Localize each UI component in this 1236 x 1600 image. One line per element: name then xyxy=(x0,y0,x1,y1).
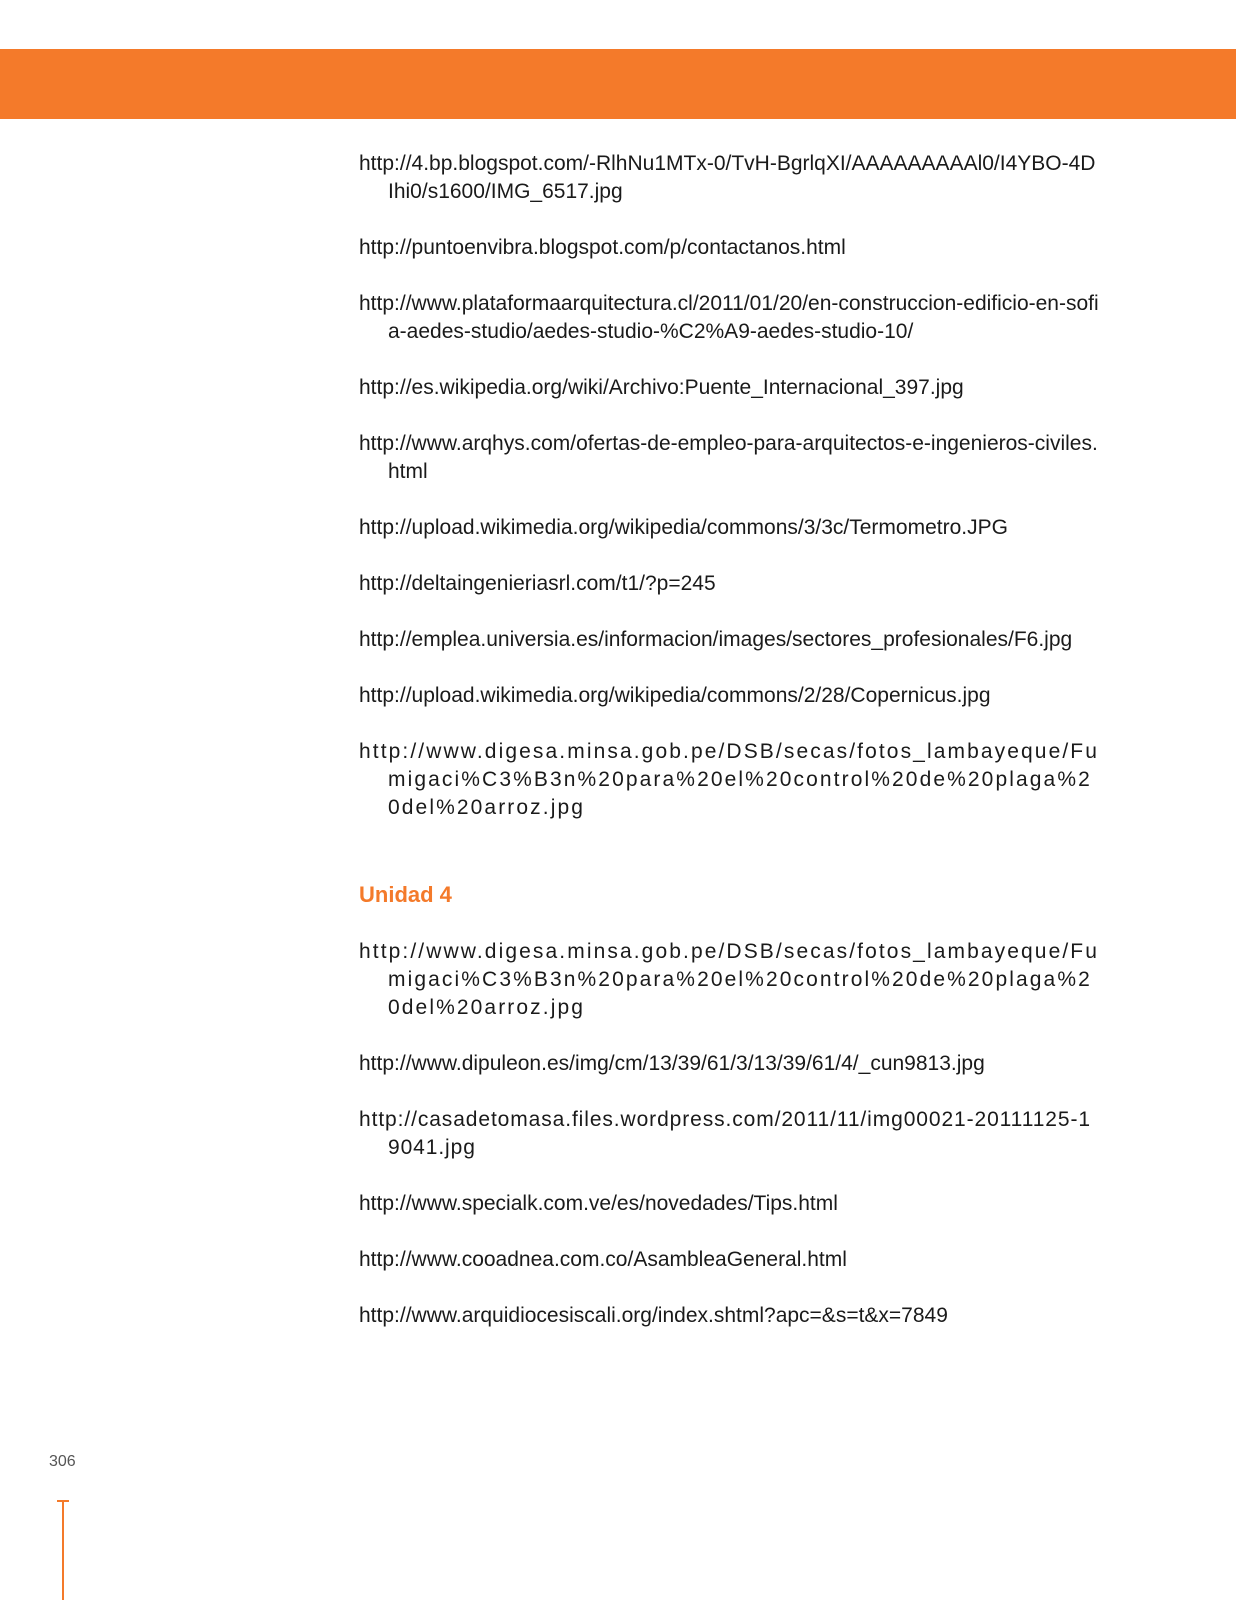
reference-link[interactable]: http://www.specialk.com.ve/es/novedades/Tips.html xyxy=(359,1192,838,1215)
page-number: 306 xyxy=(49,1453,76,1470)
reference-link[interactable]: http://www.arquidiocesiscali.org/index.shtml?apc=&s=t&x=7849 xyxy=(359,1304,948,1327)
reference-link[interactable]: http://upload.wikimedia.org/wikipedia/commons/3/3c/Termometro.JPG xyxy=(359,516,1008,539)
reference-link[interactable]: http://www.dipuleon.es/img/cm/13/39/61/3/13/39/61/4/_cun9813.jpg xyxy=(359,1052,985,1075)
reference-link[interactable]: http://deltaingenieriasrl.com/t1/?p=245 xyxy=(359,572,716,595)
margin-rule xyxy=(62,1500,64,1600)
reference-link[interactable]: http://puntoenvibra.blogspot.com/p/contactanos.html xyxy=(359,236,846,259)
reference-link[interactable]: http://www.digesa.minsa.gob.pe/DSB/secas/fotos_lambayeque/Fumigaci%C3%B3n%20para%20el%20control%20de%20plaga%20del%20arroz.jpg xyxy=(359,940,1100,1019)
references-content xyxy=(359,150,1099,1358)
reference-link[interactable]: http://4.bp.blogspot.com/-RlhNu1MTx-0/TvH-BgrlqXI/AAAAAAAAAl0/I4YBO-4DIhi0/s1600/IMG_6517.jpg xyxy=(359,152,1096,203)
section-heading-unidad-4: Unidad 4 xyxy=(359,882,452,907)
reference-list-unidad-4 xyxy=(359,938,1099,1330)
reference-link[interactable]: http://www.cooadnea.com.co/AsambleaGeneral.html xyxy=(359,1248,847,1271)
reference-link[interactable]: http://www.digesa.minsa.gob.pe/DSB/secas/fotos_lambayeque/Fumigaci%C3%B3n%20para%20el%20control%20de%20plaga%20del%20arroz.jpg xyxy=(359,740,1100,819)
reference-link[interactable]: http://es.wikipedia.org/wiki/Archivo:Puente_Internacional_397.jpg xyxy=(359,376,964,399)
reference-link[interactable]: http://upload.wikimedia.org/wikipedia/commons/2/28/Copernicus.jpg xyxy=(359,684,991,707)
reference-link[interactable]: http://www.plataformaarquitectura.cl/2011/01/20/en-construccion-edificio-en-sofia-aedes-studio/aedes-studio-%C2%A9-aedes-studio-10/ xyxy=(359,292,1099,343)
reference-list-previous xyxy=(359,150,1099,822)
header-band xyxy=(0,49,1236,119)
reference-link[interactable]: http://www.arqhys.com/ofertas-de-empleo-para-arquitectos-e-ingenieros-civiles.html xyxy=(359,432,1098,483)
reference-link[interactable]: http://emplea.universia.es/informacion/images/sectores_profesionales/F6.jpg xyxy=(359,628,1073,651)
reference-link[interactable]: http://casadetomasa.files.wordpress.com/2011/11/img00021-20111125-19041.jpg xyxy=(359,1108,1091,1159)
